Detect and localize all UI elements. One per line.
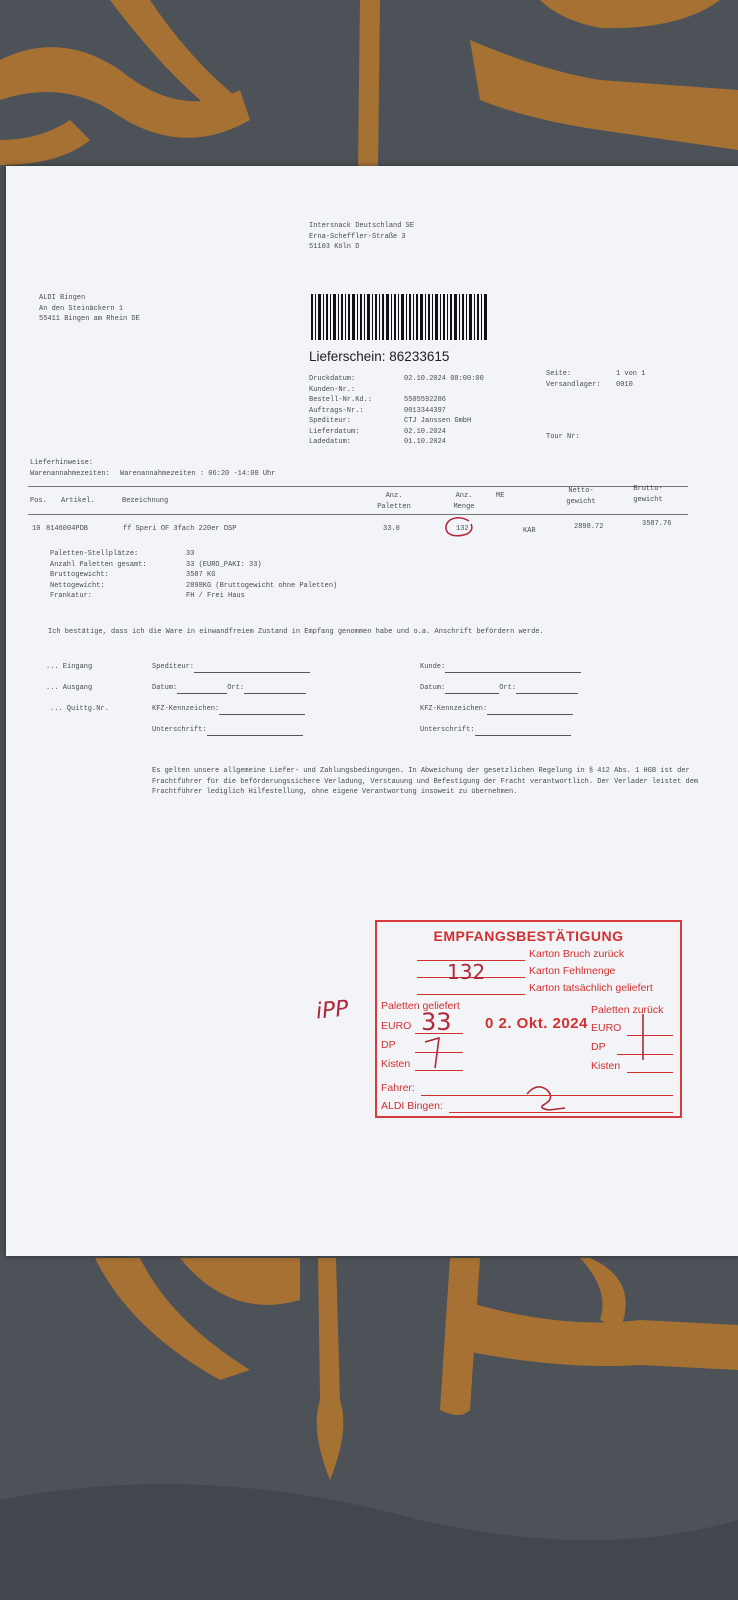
ort-left-line[interactable] bbox=[244, 685, 306, 694]
kisten-left-label: Kisten bbox=[381, 1058, 411, 1070]
handwritten-strokes bbox=[377, 922, 680, 1116]
datum-ort-right-row bbox=[420, 683, 578, 694]
page-info-labels bbox=[546, 369, 601, 390]
fahrer-label: Fahrer: bbox=[381, 1082, 415, 1094]
row-pos: 10 bbox=[32, 525, 41, 533]
spediteur-sign-line[interactable] bbox=[194, 664, 310, 673]
warenannahme-label: Warenannahmezeiten: bbox=[30, 469, 110, 478]
document-title: Lieferschein: 86233615 bbox=[309, 349, 450, 364]
nettogewicht-value: 2898KG (Bruttogewicht ohne Paletten) bbox=[186, 581, 338, 590]
stamp-date: 0 2. Okt. 2024 bbox=[485, 1015, 588, 1032]
datum-ort-left-row bbox=[152, 683, 306, 694]
row-artikel: 8146004PDB bbox=[46, 525, 89, 533]
seite-label: Seite: bbox=[546, 370, 572, 378]
anzahl-paletten-value: 33 (EURO_PAKI: 33) bbox=[186, 560, 262, 569]
handwritten-euro-count: 33 bbox=[421, 1008, 452, 1036]
sender-line-1: Intersnack Deutschland SE bbox=[309, 222, 415, 230]
header-brutto-1: Brutto- bbox=[633, 485, 663, 493]
datum-left-line[interactable] bbox=[177, 685, 227, 694]
lieferdatum-label: Lieferdatum: bbox=[309, 427, 360, 436]
stellplaetze-label: Paletten-Stellplätze: bbox=[50, 550, 139, 558]
kfz-left-row bbox=[152, 704, 305, 715]
anzahl-paletten-label: Anzahl Paletten gesamt: bbox=[50, 560, 147, 569]
auftrags-nr-value: 0013344397 bbox=[404, 406, 447, 415]
auftrags-nr-label: Auftrags-Nr.: bbox=[309, 406, 364, 415]
handwritten-fehlmenge: 132 bbox=[447, 960, 486, 984]
bruttogewicht-value: 3587 KG bbox=[186, 571, 216, 579]
frankatur-value: FH / Frei Haus bbox=[186, 592, 245, 600]
header-brutto-2: gewicht bbox=[633, 495, 663, 504]
bruttogewicht-label: Bruttogewicht: bbox=[50, 571, 109, 579]
unterschrift-left-label: Unterschrift: bbox=[152, 726, 207, 734]
karton-geliefert-label: Karton tatsächlich geliefert bbox=[529, 982, 653, 994]
row-bezeichnung: ff Speri OF 3fach 220er DSP bbox=[123, 525, 237, 533]
unterschrift-right-row bbox=[420, 725, 571, 736]
recipient-line-3: 55411 Bingen am Rhein DE bbox=[39, 315, 140, 323]
bestell-nr-label: Bestell-Nr.Kd.: bbox=[309, 396, 373, 404]
header-anz-paletten bbox=[376, 491, 412, 512]
recipient-line-2: An den Steinäckern 1 bbox=[39, 304, 124, 313]
quittg-label: ... Quittg.Nr. bbox=[50, 705, 109, 713]
ort-right-label: Ort: bbox=[499, 684, 517, 692]
versandlager-value: 0010 bbox=[616, 380, 633, 389]
paletten-geliefert-label: Paletten geliefert bbox=[381, 1000, 460, 1012]
karton-bruch-label: Karton Bruch zurück bbox=[529, 948, 625, 960]
header-netto-2: gewicht bbox=[566, 497, 596, 506]
kfz-right-label: KFZ-Kennzeichen: bbox=[420, 705, 488, 713]
sender-line-2: Erna-Scheffler-Straße 3 bbox=[309, 232, 406, 241]
header-pos: Pos. bbox=[30, 497, 47, 505]
header-netto bbox=[561, 486, 601, 507]
spediteur-value: CTJ Janssen GmbH bbox=[404, 417, 472, 425]
kfz-left-line[interactable] bbox=[219, 706, 305, 715]
row-brutto: 3587.76 bbox=[642, 520, 672, 528]
quantity-circle-mark bbox=[441, 515, 481, 539]
unterschrift-right-label: Unterschrift: bbox=[420, 726, 475, 734]
sender-address bbox=[309, 221, 414, 253]
spediteur-sign-row bbox=[152, 662, 310, 673]
datum-left-label: Datum: bbox=[152, 684, 178, 692]
info-values bbox=[404, 374, 484, 448]
ort-left-label: Ort: bbox=[227, 684, 245, 692]
row-menge: 132 bbox=[456, 525, 469, 533]
delivery-hints bbox=[30, 458, 275, 479]
table-header-rule bbox=[28, 514, 688, 515]
kunden-nr-value bbox=[404, 385, 484, 396]
kunde-sign-row bbox=[420, 662, 581, 673]
druckdatum-value: 02.10.2024 08:00:00 bbox=[404, 375, 484, 383]
datum-right-line[interactable] bbox=[445, 685, 499, 694]
header-brutto bbox=[628, 484, 668, 505]
bestell-nr-value: 5505592286 bbox=[404, 396, 447, 404]
confirmation-text: Ich bestätige, dass ich die Ware in einwandfreiem Zustand in Empfang genommen habe und o.a. Anschrift befördern werde. bbox=[48, 628, 544, 636]
stellplaetze-value: 33 bbox=[186, 550, 195, 558]
datum-right-label: Datum: bbox=[420, 684, 446, 692]
kunde-sign-label: Kunde: bbox=[420, 663, 446, 671]
handwritten-initials: iPP bbox=[314, 996, 350, 1025]
kfz-left-label: KFZ-Kennzeichen: bbox=[152, 705, 220, 713]
header-anz-paletten-2: Paletten bbox=[377, 502, 411, 511]
info-labels bbox=[309, 374, 372, 448]
seite-value: 1 von 1 bbox=[616, 370, 646, 378]
header-bezeichnung: Bezeichnung bbox=[122, 497, 169, 505]
header-anz-paletten-1: Anz. bbox=[385, 492, 403, 500]
nettogewicht-label: Nettogewicht: bbox=[50, 581, 105, 590]
warenannahme-row bbox=[30, 469, 275, 480]
aldi-bingen-label: ALDI Bingen: bbox=[381, 1100, 443, 1112]
kfz-right-line[interactable] bbox=[487, 706, 573, 715]
sender-line-3: 51103 Köln D bbox=[309, 243, 360, 251]
header-anz-menge-1: Anz. bbox=[455, 492, 473, 500]
header-anz-menge bbox=[449, 491, 479, 512]
header-artikel: Artikel. bbox=[61, 497, 95, 505]
lieferhinweise-label: Lieferhinweise: bbox=[30, 459, 94, 467]
kfz-right-row bbox=[420, 704, 573, 715]
druckdatum-label: Druckdatum: bbox=[309, 375, 356, 383]
spediteur-sign-label: Spediteur: bbox=[152, 663, 195, 671]
ausgang-label: ... Ausgang bbox=[46, 684, 93, 692]
warenannahme-value: Warenannahmezeiten : 06:20 -14:00 Uhr bbox=[120, 469, 276, 478]
row-me: KAR bbox=[523, 527, 536, 535]
recipient-address bbox=[39, 293, 140, 325]
fahrer-line bbox=[421, 1095, 673, 1096]
dp-right-label: DP bbox=[591, 1041, 606, 1053]
aldi-bingen-line bbox=[449, 1112, 673, 1113]
kunden-nr-label: Kunden-Nr.: bbox=[309, 385, 356, 394]
recipient-line-1: ALDI Bingen bbox=[39, 294, 86, 302]
header-me: ME bbox=[496, 492, 505, 500]
page-info-values bbox=[616, 369, 645, 390]
tour-label: Tour Nr: bbox=[546, 433, 580, 441]
summary-labels bbox=[50, 549, 147, 602]
row-paletten: 33.0 bbox=[383, 525, 400, 533]
euro-left-label: EURO bbox=[381, 1020, 412, 1032]
eingang-label: ... Eingang bbox=[46, 663, 93, 671]
unterschrift-left-row bbox=[152, 725, 303, 736]
header-anz-menge-2: Menge bbox=[453, 502, 475, 511]
unterschrift-left-line[interactable] bbox=[207, 727, 303, 736]
euro-right-label: EURO bbox=[591, 1022, 622, 1034]
barcode-image bbox=[311, 294, 489, 340]
lieferdatum-value: 02.10.2024 bbox=[404, 427, 447, 436]
header-netto-1: Netto- bbox=[568, 487, 594, 495]
ladedatum-label: Ladedatum: bbox=[309, 438, 352, 446]
stamp-title: EMPFANGSBESTÄTIGUNG bbox=[433, 928, 624, 944]
delivery-note-paper bbox=[6, 166, 738, 1256]
spediteur-label: Spediteur: bbox=[309, 417, 352, 425]
ladedatum-value: 01.10.2024 bbox=[404, 438, 447, 446]
kisten-right-label: Kisten bbox=[591, 1060, 621, 1072]
summary-values bbox=[186, 549, 337, 602]
unterschrift-right-line[interactable] bbox=[475, 727, 571, 736]
row-netto: 2898.72 bbox=[574, 523, 604, 531]
terms-text: Es gelten unsere allgemeine Liefer- und Zahlungsbedingungen. In Abweichung der gesetzlichen Regelung in § 412 Abs. 1 HGB ist der Frachtführer für die beförderungssichere Verladung, Verstauung und Befestigung der Fracht verantwortlich. Der Verlader leistet dem Frachtführer lediglich Hilfestellung, ohne eigene Verantwortung insoweit zu übernehmen. bbox=[152, 767, 699, 796]
ort-right-line[interactable] bbox=[516, 685, 578, 694]
dp-left-label: DP bbox=[381, 1039, 396, 1051]
frankatur-label: Frankatur: bbox=[50, 592, 93, 600]
karton-fehlmenge-label: Karton Fehlmenge bbox=[529, 965, 616, 977]
kunde-sign-line[interactable] bbox=[445, 664, 581, 673]
receipt-stamp bbox=[375, 920, 682, 1118]
versandlager-label: Versandlager: bbox=[546, 380, 601, 389]
paletten-zurueck-label: Paletten zurück bbox=[591, 1004, 664, 1016]
